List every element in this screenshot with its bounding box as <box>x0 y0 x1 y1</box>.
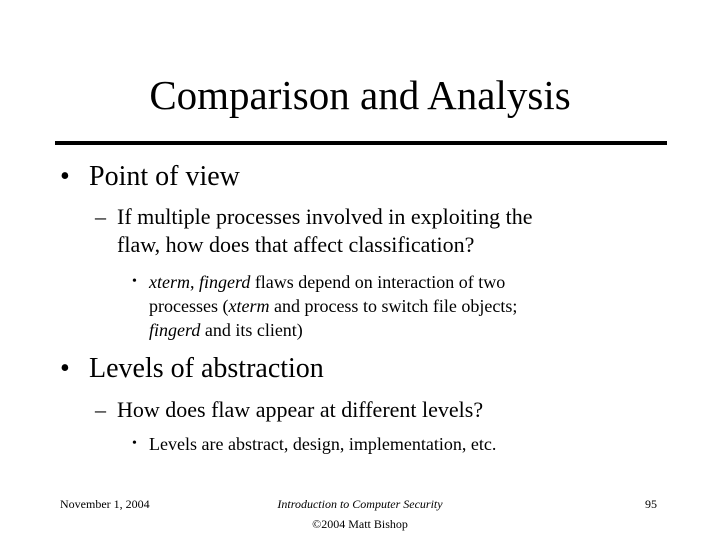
detail-line <box>149 318 303 342</box>
comma: , <box>189 272 195 292</box>
sub-bullet-line: How does flaw appear at different levels? <box>117 397 484 422</box>
bullet-label: Point of view <box>89 161 240 192</box>
term-xterm: xterm <box>228 296 270 316</box>
bullet-icon: • <box>60 161 70 192</box>
detail-text: and its client) <box>204 320 303 340</box>
sub-bullet-line: If multiple processes involved in exploiting the <box>117 204 533 229</box>
footer-copyright: ©2004 Matt Bishop <box>312 517 408 531</box>
footer-date: November 1, 2004 <box>60 497 150 511</box>
page-number: 95 <box>645 497 657 511</box>
title-underline <box>55 141 667 145</box>
footer-course: Introduction to Computer Security <box>277 497 443 511</box>
detail-line <box>149 270 505 294</box>
term-xterm: xterm <box>149 272 190 292</box>
small-bullet-icon: • <box>132 436 137 451</box>
dash-icon: – <box>95 204 106 229</box>
detail-text: flaws depend on interaction of two <box>254 272 506 292</box>
bullet-icon: • <box>60 353 70 384</box>
term-fingerd: fingerd <box>198 272 251 292</box>
detail-line <box>149 294 517 318</box>
detail-line: Levels are abstract, design, implementation, etc. <box>149 434 497 454</box>
footer-center <box>210 494 510 534</box>
sub-bullet-line: flaw, how does that affect classification? <box>117 232 475 257</box>
detail-text: and process to switch file objects; <box>273 296 518 316</box>
small-bullet-icon: • <box>132 274 137 289</box>
dash-icon: – <box>95 397 106 422</box>
detail-text: processes ( <box>149 296 229 316</box>
term-fingerd: fingerd <box>149 320 201 340</box>
bullet-label: Levels of abstraction <box>89 353 324 384</box>
slide-title: Comparison and Analysis <box>149 72 571 118</box>
